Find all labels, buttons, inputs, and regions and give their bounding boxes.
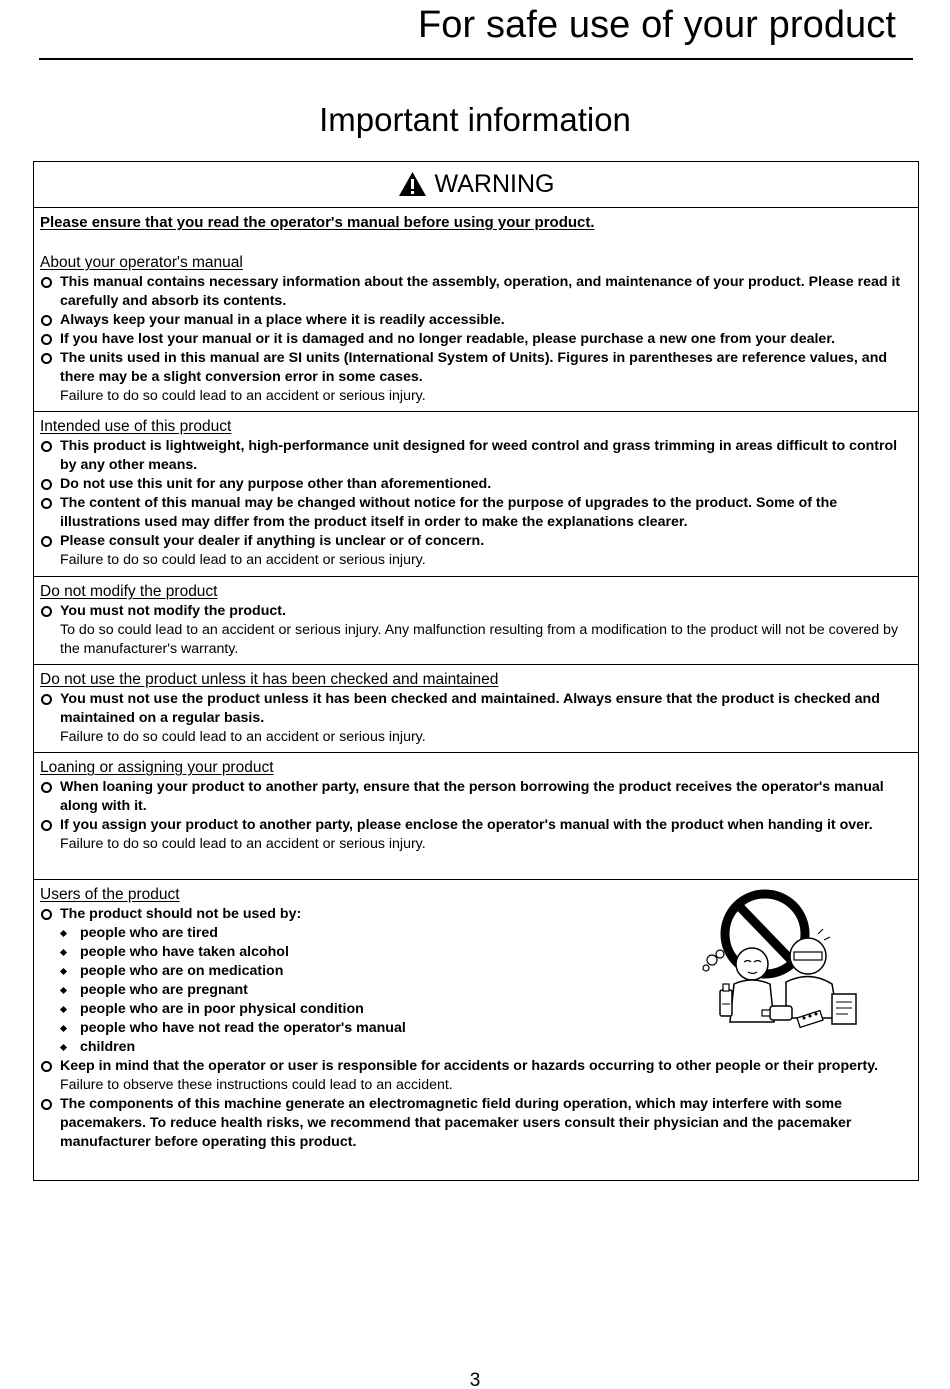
page-number: 3	[469, 1370, 481, 1389]
note-text: Failure to observe these instructions could lead to an accident.	[60, 1077, 453, 1093]
bullet-item: This manual contains necessary information about the assembly, operation, and maintenance of your product. Please read it carefully and absorb its contents.	[40, 273, 912, 311]
header-divider	[39, 58, 913, 60]
bullet-item: When loaning your product to another party, ensure that the person borrowing the product receives the operator's manual along with it.	[40, 778, 912, 816]
bullet-item: You must not modify the product.	[40, 602, 912, 621]
circle-bullet-icon	[41, 479, 52, 490]
sub-list-item: children	[40, 1038, 912, 1057]
diamond-bullet-icon	[60, 949, 67, 956]
diamond-bullet-icon	[60, 1044, 67, 1051]
bullet-item: Do not use this unit for any purpose other than aforementioned.	[40, 475, 912, 494]
bullet-item: Please consult your dealer if anything is unclear or of concern.	[40, 532, 912, 551]
bullet-item: This product is lightweight, high-performance unit designed for weed control and grass trimming in areas difficult to control by any other means.	[40, 437, 912, 475]
note-text: To do so could lead to an accident or serious injury. Any malfunction resulting from a modification to the product will not be covered by the manufacturer's warranty.	[60, 622, 899, 657]
warning-box	[33, 161, 919, 1181]
note-text: Failure to do so could lead to an accident or serious injury.	[60, 552, 426, 568]
diamond-bullet-icon	[60, 930, 67, 937]
circle-bullet-icon	[41, 820, 52, 831]
section-heading: Intended use of this product	[40, 418, 232, 435]
section-users	[34, 880, 918, 1157]
sub-list-item: people who are tired	[40, 924, 912, 943]
bullet-item: If you have lost your manual or it is damaged and no longer readable, please purchase a new one from your dealer.	[40, 330, 912, 349]
bullet-item: The units used in this manual are SI units (International System of Units). Figures in parentheses are reference values, and there may be a slight conversion error in some cases.	[40, 349, 912, 387]
circle-bullet-icon	[41, 606, 52, 617]
warning-label: WARNING	[434, 170, 555, 198]
circle-bullet-icon	[41, 1061, 52, 1072]
warning-triangle-icon	[398, 171, 427, 197]
bullet-item: Always keep your manual in a place where it is readily accessible.	[40, 311, 912, 330]
section-do-not-modify	[34, 577, 918, 665]
note-text: Failure to do so could lead to an accident or serious injury.	[60, 388, 426, 404]
sub-list-item: people who have taken alcohol	[40, 943, 912, 962]
note-text: Failure to do so could lead to an accident or serious injury.	[60, 729, 426, 745]
section-checked-maintained	[34, 665, 918, 753]
circle-bullet-icon	[41, 1099, 52, 1110]
sub-list-item: people who are pregnant	[40, 981, 912, 1000]
section-intended-use	[34, 412, 918, 577]
diamond-bullet-icon	[60, 1006, 67, 1013]
circle-bullet-icon	[41, 782, 52, 793]
section-operator-manual	[34, 208, 918, 412]
sub-list-item: people who are in poor physical condition	[40, 1000, 912, 1019]
section-heading: Loaning or assigning your product	[40, 759, 274, 776]
bullet-item: If you assign your product to another party, please enclose the operator's manual with the product when handing it over.	[40, 816, 912, 835]
bullet-item: The product should not be used by:	[40, 905, 912, 924]
circle-bullet-icon	[41, 334, 52, 345]
section-heading: Do not use the product unless it has been checked and maintained	[40, 671, 499, 688]
circle-bullet-icon	[41, 353, 52, 364]
circle-bullet-icon	[41, 909, 52, 920]
bullet-item: The components of this machine generate an electromagnetic field during operation, which may interfere with some pacemakers. To reduce health risks, we recommend that pacemaker users consult their physician and the pacemaker manufacturer before operating this product.	[40, 1095, 912, 1152]
section-heading: Users of the product	[40, 886, 180, 903]
section-title: Important information	[319, 101, 631, 138]
note-text: Failure to do so could lead to an accident or serious injury.	[60, 836, 426, 852]
warning-intro: Please ensure that you read the operator's manual before using your product.	[40, 214, 595, 231]
circle-bullet-icon	[41, 277, 52, 288]
circle-bullet-icon	[41, 315, 52, 326]
diamond-bullet-icon	[60, 1025, 67, 1032]
diamond-bullet-icon	[60, 987, 67, 994]
bullet-item: You must not use the product unless it has been checked and maintained. Always ensure that the product is checked and maintained on a regular basis.	[40, 690, 912, 728]
sub-list-item: people who are on medication	[40, 962, 912, 981]
section-heading: Do not modify the product	[40, 583, 218, 600]
circle-bullet-icon	[41, 536, 52, 547]
section-heading: About your operator's manual	[40, 254, 243, 271]
diamond-bullet-icon	[60, 968, 67, 975]
sub-list-item: people who have not read the operator's manual	[40, 1019, 912, 1038]
circle-bullet-icon	[41, 498, 52, 509]
circle-bullet-icon	[41, 694, 52, 705]
bullet-item: Keep in mind that the operator or user is responsible for accidents or hazards occurring to other people or their property.	[40, 1057, 912, 1076]
circle-bullet-icon	[41, 441, 52, 452]
section-loaning	[34, 753, 918, 880]
bullet-item: The content of this manual may be changed without notice for the purpose of upgrades to the product. Some of the illustrations used may differ from the product itself in order to make the explanations clearer.	[40, 494, 912, 532]
warning-header	[34, 162, 918, 208]
page-header-title: For safe use of your product	[418, 4, 897, 46]
